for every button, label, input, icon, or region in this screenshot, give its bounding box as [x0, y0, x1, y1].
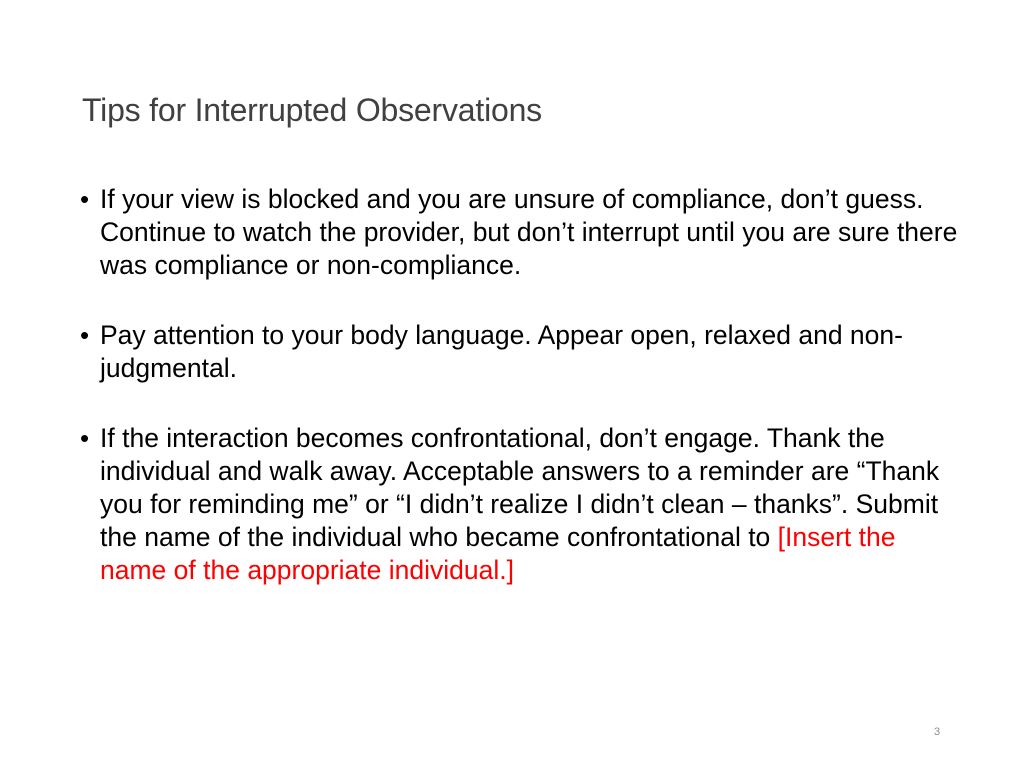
bullet-point-icon: •	[80, 320, 90, 350]
bullet-text: Pay attention to your body language. Appear open, relaxed and non-judgmental.	[100, 320, 903, 383]
bullet-text: If your view is blocked and you are unsure of compliance, don’t guess. Continue to watch the provider, but don’t interrupt until you are sure there was compliance or non-compliance.	[100, 184, 958, 280]
slide-title: Tips for Interrupted Observations	[82, 92, 542, 128]
placeholder-highlight-text: [Insert the name of the appropriate individual.]	[100, 522, 896, 585]
bullet-list	[78, 183, 958, 587]
bullet-item	[78, 183, 958, 282]
bullet-text: If the interaction becomes confrontational, don’t engage. Thank the individual and walk away. Acceptable answers to a reminder are “Thank you for reminding me” or “I didn’t realize I didn’t clean – thanks”. Submit the name of the individual who became confrontational to	[100, 423, 940, 552]
bullet-point-icon: •	[80, 184, 90, 214]
bullet-item	[78, 422, 958, 587]
bullet-item	[78, 319, 958, 385]
page-number: 3	[934, 726, 941, 738]
bullet-point-icon: •	[80, 423, 90, 453]
